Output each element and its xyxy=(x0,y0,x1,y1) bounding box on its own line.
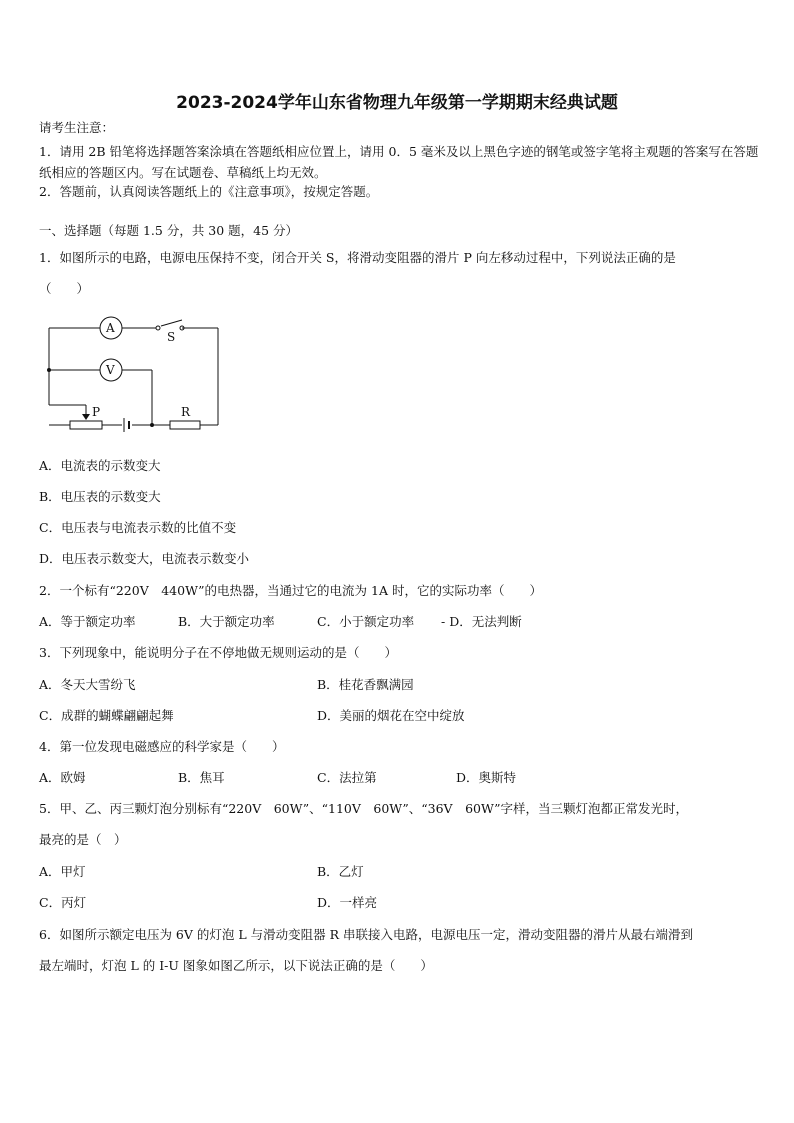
q2-option-c: C．小于额定功率 xyxy=(317,614,415,629)
q5-stem-line-2: 最亮的是（ ） xyxy=(39,832,127,847)
ammeter-label: A xyxy=(106,321,115,335)
q3-option-c: C．成群的蝴蝶翩翩起舞 xyxy=(39,708,174,723)
q2-option-a: A．等于额定功率 xyxy=(39,614,136,629)
q1-stem: 1．如图所示的电路，电源电压保持不变，闭合开关 S，将滑动变阻器的滑片 P 向左移动过程中，下列说法正确的是 xyxy=(39,250,676,265)
switch-label: S xyxy=(167,330,176,344)
q3-option-d: D．美丽的烟花在空中绽放 xyxy=(317,708,465,723)
q2-option-b: B．大于额定功率 xyxy=(178,614,275,629)
q5-option-d: D．一样亮 xyxy=(317,895,378,910)
q1-answer-paren: （ ） xyxy=(39,281,90,296)
q5-option-c: C．丙灯 xyxy=(39,895,87,910)
q6-stem-line-2: 最左端时，灯泡 L 的 I-U 图象如图乙所示，以下说法正确的是（ ） xyxy=(39,958,433,973)
notice-item-1: 1．请用 2B 铅笔将选择题答案涂填在答题纸相应位置上，请用 0．5 毫米及以上黑色字迹的钢笔或签字笔将主观题的答案写在答题纸相应的答题区内。写在试题卷、草稿纸上均无效。 xyxy=(39,144,759,180)
voltmeter-label: V xyxy=(106,363,115,377)
q4-option-c: C．法拉第 xyxy=(317,770,377,785)
q1-option-d: D．电压表示数变大，电流表示数变小 xyxy=(39,551,250,566)
notice-heading: 请考生注意： xyxy=(39,120,115,135)
q1-option-c: C．电压表与电流表示数的比值不变 xyxy=(39,520,237,535)
q5-stem-line-1: 5．甲、乙、丙三颗灯泡分别标有“220V 60W”、“110V 60W”、“36V 60W”字样，当三颗灯泡都正常发光时， xyxy=(39,801,688,816)
page-title: 2023-2024学年山东省物理九年级第一学期期末经典试题 xyxy=(176,93,618,113)
q3-option-b: B．桂花香飘满园 xyxy=(317,677,414,692)
q2-option-d: - D．无法判断 xyxy=(441,614,522,629)
q6-stem-line-1: 6．如图所示额定电压为 6V 的灯泡 L 与滑动变阻器 R 串联接入电路，电源电压一定，滑动变阻器的滑片从最右端滑到 xyxy=(39,927,693,942)
q4-stem: 4．第一位发现电磁感应的科学家是（ ） xyxy=(39,739,285,754)
q5-option-a: A．甲灯 xyxy=(39,864,86,879)
q5-option-b: B．乙灯 xyxy=(317,864,364,879)
q3-stem: 3．下列现象中，能说明分子在不停地做无规则运动的是（ ） xyxy=(39,645,397,660)
q4-option-b: B．焦耳 xyxy=(178,770,225,785)
resistor-label: R xyxy=(181,405,191,419)
q4-option-a: A．欧姆 xyxy=(39,770,86,785)
section-heading: 一、选择题（每题 1.5 分，共 30 题，45 分） xyxy=(39,223,299,238)
q2-stem: 2．一个标有“220V 440W”的电热器，当通过它的电流为 1A 时，它的实际功率（ ） xyxy=(39,583,542,598)
slider-label: P xyxy=(92,405,101,419)
q1-option-a: A．电流表的示数变大 xyxy=(39,458,161,473)
q1-circuit-diagram xyxy=(40,312,230,440)
notice-item-2: 2．答题前，认真阅读答题纸上的《注意事项》，按规定答题。 xyxy=(39,184,379,199)
q1-option-b: B．电压表的示数变大 xyxy=(39,489,161,504)
q4-option-d: D．奥斯特 xyxy=(456,770,517,785)
q3-option-a: A．冬天大雪纷飞 xyxy=(39,677,136,692)
